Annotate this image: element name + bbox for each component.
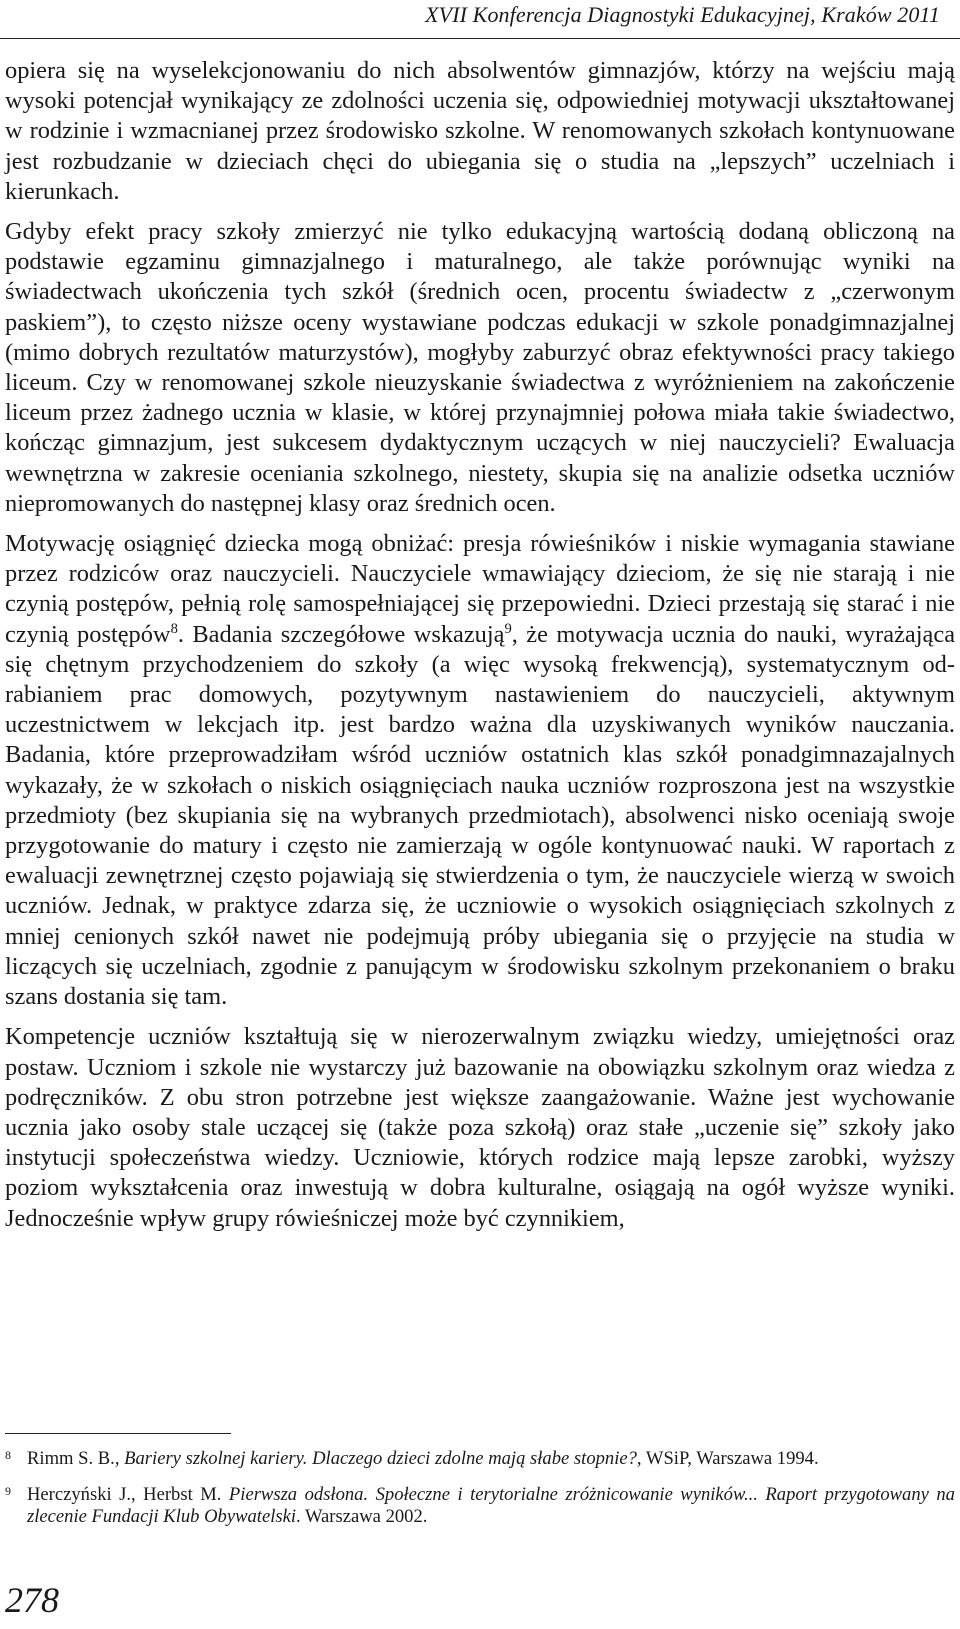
footnote-divider <box>5 1433 231 1434</box>
footnote-author: Herczyński J., Herbst M. <box>27 1484 229 1505</box>
footnote-9 <box>5 1484 955 1528</box>
footnote-number: 8 <box>5 1448 11 1462</box>
footnotes <box>5 1448 955 1528</box>
header-divider <box>0 38 960 39</box>
paragraph-3-part-c: , że motywacja ucznia do nauki, wyrażająca się chętnym przychodzeniem do szkoły (a więc wysoką frekwencją), systematycznym odrabianiem prac domowych, pozytywnym nastawieniem do nauczycieli, aktywnym uczestnictwem w lekcjach itp. jest bardzo ważna dla uzyskiwanych wyników nauczania. Badania, które przeprowadziłam wśród uczniów ostatnich klas szkół ponadgimnazajalnych wykazały, że w szkołach o niskich osiągnięciach nauka uczniów rozproszona jest na wszystkie przedmioty (bez skupiania się na wybranych przedmiotach), absolwenci nisko oceniają swoje przygotowanie do matury i często nie zamierzają w ogóle kontynuować nauki. W raportach z ewaluacji zewnętrznej często pojawiają się stwierdzenia o tym, że nauczyciele wierzą w swoich uczniów. Jednak, w praktyce zdarza się, że uczniowie o wysokich osiągnięciach szkolnych z mniej cenionych szkół nawet nie podejmują próby ubiegania się o przyjęcie na studia w liczących się uczelniach, zgodnie z panującym w środowisku szkolnym przekonaniem o braku szans dostania się tam. <box>5 620 956 1011</box>
main-text <box>5 56 955 1234</box>
paragraph-3-part-a: Motywację osiągnięć dziecka mogą obniżać: presja rówieśników i niskie wymagania stawiane przez rodziców oraz nauczycieli. Nauczyciele wmawiający dzieciom, że się nie starają i nie czynią postępów, pełnią rolę samospełniającej się przepowiedni. Dzieci przestają się starać i nie czynią postępów <box>5 530 955 648</box>
page-number: 278 <box>5 1580 59 1620</box>
paragraph-2: Gdyby efekt pracy szkoły zmierzyć nie tylko edukacyjną wartością dodaną obliczoną na podstawie egzaminu gimnazjalnego i maturalnego, ale także porównując wyniki na świadectwach ukończenia tych szkół (średnich ocen, procentu świadectw z „czerwonym paskiem”), to często niższe oceny wystawiane podczas edukacji w szkole ponadgimnazjalnej (mimo dobrych rezultatów maturzystów), mogłyby zaburzyć obraz efektywności pracy takiego liceum. Czy w renomowanej szkole nieuzyskanie świadectwa z wyróżnieniem na zakończenie liceum przez żadnego ucznia w klasie, w której przynajmniej połowa miała takie świadectwo, kończąc gimnazjum, jest sukcesem dydaktycznym uczących w niej nauczycieli? Ewaluacja wewnętrzna w zakresie oceniania szkolnego, niestety, skupia się na analizie odsetka uczniów niepromowanych do następnej klasy oraz średnich ocen. <box>5 218 955 517</box>
footnote-8 <box>5 1448 955 1470</box>
footnote-title: Bariery szkolnej kariery. Dlaczego dzieci zdolne mają słabe stopnie?, <box>124 1448 642 1469</box>
footnote-number: 9 <box>5 1484 11 1498</box>
footnote-ref-9[interactable]: 9 <box>504 620 512 637</box>
footnote-author: Rimm S. B., <box>27 1448 125 1469</box>
paragraph-1: opiera się na wyselekcjonowaniu do nich absolwentów gimnazjów, którzy na wejściu mają wysoki potencjał wynikający ze zdolności uczenia się, odpowiedniej motywacji ukształtowanej w rodzinie i wzmacnianej przez środowisko szkolne. W renomowanych szkołach kontynuowane jest rozbudzanie w dzieciach chęci do ubiegania się o studia na „lepszych” uczelniach i kierunkach. <box>5 57 955 205</box>
footnote-ref-8[interactable]: 8 <box>170 620 178 637</box>
paragraph-3-part-b: . Badania szczegółowe wskazują <box>177 620 505 648</box>
footnote-publisher: WSiP, Warszawa 1994. <box>641 1448 819 1469</box>
footnote-publisher: . Warszawa 2002. <box>296 1506 428 1527</box>
paragraph-3 <box>5 529 955 1012</box>
paragraph-4: Kompetencje uczniów kształtują się w nierozerwalnym związku wiedzy, umiejętności oraz postaw. Uczniom i szkole nie wystarczy już bazowanie na obowiązku szkolnym oraz wiedza z podręczników. Z obu stron potrzebne jest większe zaangażowanie. Ważne jest wychowanie ucznia jako osoby stale uczącej się (także poza szkołą) oraz stałe „uczenie się” szkoły jako instytucji społeczeństwa wiedzy. Uczniowie, których rodzice mają lepsze zarobki, wyższy poziom wykształcenia oraz inwestują w dobra kulturalne, osiągają na ogół wyższe wyniki. Jednocześnie wpływ grupy rówieśniczej może być czynnikiem, <box>5 1023 955 1232</box>
running-header: XVII Konferencja Diagnostyki Edukacyjnej, Kraków 2011 <box>425 2 940 27</box>
footnote-title: Pierwsza odsłona. Społeczne i terytorialne zróżnicowanie wyników... Raport przygotowany na zlecenie Fundacji Klub Obywatelski <box>27 1484 955 1527</box>
